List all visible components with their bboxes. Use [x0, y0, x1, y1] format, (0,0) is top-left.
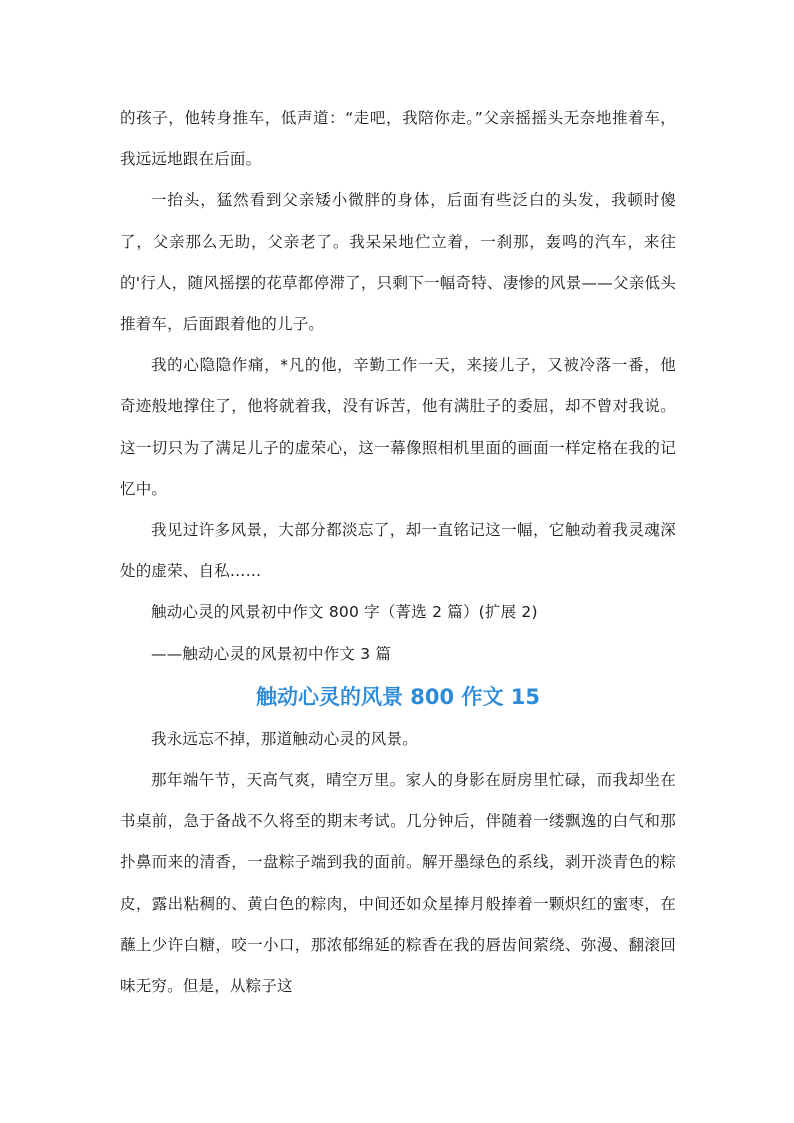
paragraph: 我永远忘不掉，那道触动心灵的风景。	[151, 729, 418, 748]
related-article-title: 触动心灵的风景初中作文 800 字（菁选 2 篇）(扩展 2)	[151, 603, 538, 622]
paragraph: 我的心隐隐作痛，*凡的他，辛勤工作一天，来接儿子，又被冷落一番，他奇迹般地撑住了，他将就着我，没有诉苦，他有满肚子的委屈，却不曾对我说。这一切只为了满足儿子的虚荣心，这一幕像照相机里面的画面一样定格在我的记忆中。	[120, 356, 676, 498]
paragraph: 那年端午节，天高气爽，晴空万里。家人的身影在厨房里忙碌，而我却坐在书桌前，急于备战不久将至的期末考试。几分钟后，伴随着一缕飘逸的白气和那扑鼻而来的清香，一盘粽子端到我的面前。解开墨绿色的系线，剥开淡青色的粽皮，露出粘稠的、黄白色的粽肉，中间还如众星捧月般捧着一颗炽红的蜜枣，在蘸上少许白糖，咬一小口，那浓郁绵延的粽香在我的唇齿间萦绕、弥漫、翻滚回味无穷。但是，从粽子这	[120, 771, 676, 996]
document-body	[120, 98, 676, 1007]
paragraph: 的孩子，他转身推车，低声道：“走吧，我陪你走。”父亲摇摇头无奈地推着车，我远远地跟在后面。	[120, 109, 676, 169]
section-heading: 触动心灵的风景 800 作文 15	[256, 684, 540, 709]
paragraph: 一抬头，猛然看到父亲矮小微胖的身体，后面有些泛白的头发，我顿时傻了，父亲那么无助，父亲老了。我呆呆地伫立着，一刹那，轰鸣的汽车，来往的'行人，随风摇摆的花草都停滞了，只剩下一幅奇特、凄惨的风景——父亲低头推着车，后面跟着他的儿子。	[120, 191, 676, 334]
paragraph: 我见过许多风景，大部分都淡忘了，却一直铭记这一幅，它触动着我灵魂深处的虚荣、自私……	[120, 521, 676, 581]
related-article-subtitle: ——触动心灵的风景初中作文 3 篇	[151, 644, 392, 663]
